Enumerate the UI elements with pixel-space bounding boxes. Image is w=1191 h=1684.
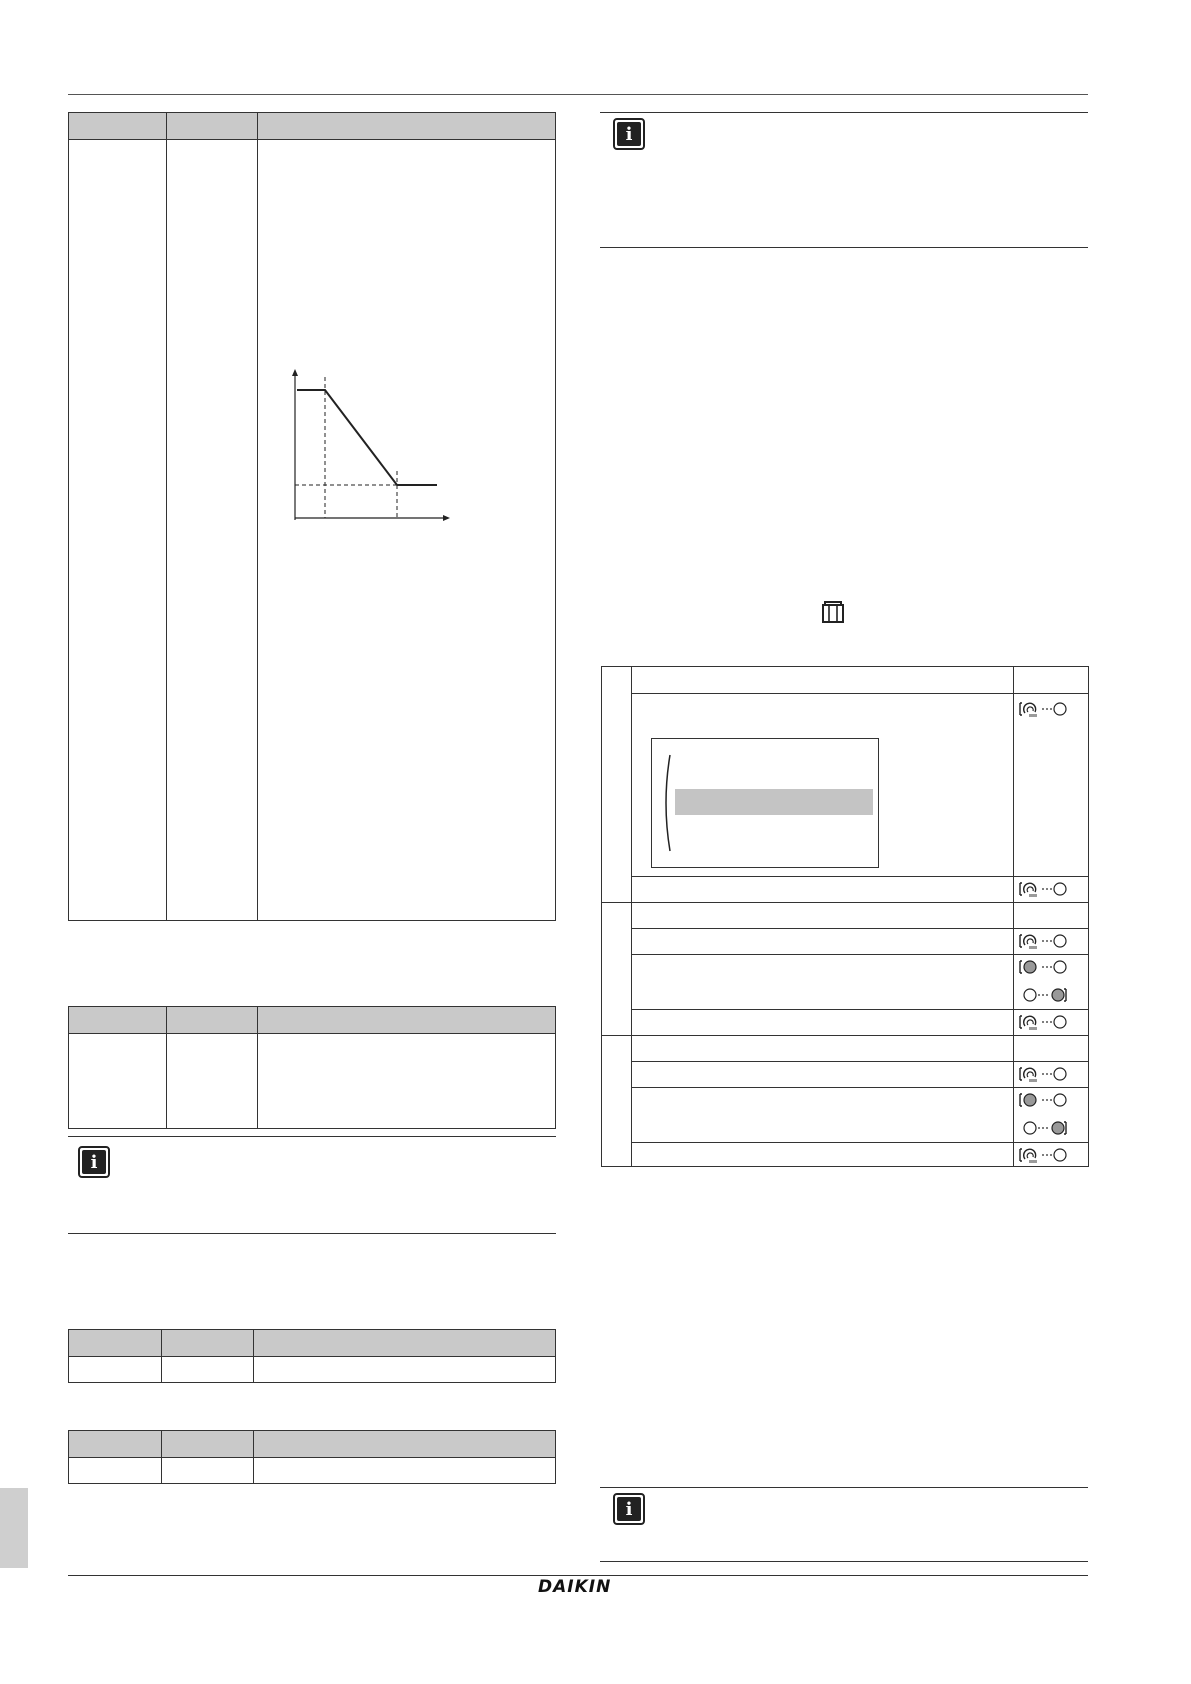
knob-left-press-icon (1018, 1091, 1070, 1109)
info-box-bottom-rule (68, 1233, 556, 1234)
info-box-bottom-rule (600, 247, 1088, 248)
knob-turn-icon (1018, 1146, 1070, 1164)
knob-right-press-icon (1018, 986, 1070, 1004)
info-box-top-rule (68, 1136, 556, 1137)
menu-book-icon (820, 600, 846, 624)
table-header (69, 1330, 555, 1357)
info-box-top-rule (600, 1487, 1088, 1488)
knob-turn-icon (1018, 700, 1070, 718)
table-header (69, 1431, 555, 1458)
weather-dependent-curve-graph (285, 365, 455, 525)
chapter-side-tab (0, 1488, 28, 1568)
page-header-rule (68, 94, 1088, 95)
info-icon: i (613, 1493, 645, 1525)
knob-turn-icon (1018, 1065, 1070, 1083)
info-box-top-rule (600, 112, 1088, 113)
knob-left-press-icon (1018, 958, 1070, 976)
info-icon: i (78, 1146, 110, 1178)
graph-x-axis (295, 515, 450, 521)
daikin-logo: DAIKIN (538, 1577, 612, 1597)
knob-right-press-icon (1018, 1119, 1070, 1137)
footer-rule (68, 1575, 1088, 1576)
info-icon: i (613, 118, 645, 150)
graph-y-axis (292, 369, 298, 520)
selected-menu-item-highlight (675, 789, 873, 815)
knob-turn-icon (1018, 932, 1070, 950)
table-header (69, 113, 555, 140)
screen-scroll-bracket (660, 753, 674, 853)
table-header (69, 1007, 555, 1034)
settings-table-4 (68, 1430, 556, 1484)
info-box-bottom-rule (600, 1561, 1088, 1562)
controller-screen-mockup (651, 738, 879, 868)
graph-curve (297, 390, 437, 485)
settings-table-2 (68, 1006, 556, 1129)
knob-turn-icon (1018, 1013, 1070, 1031)
settings-table-3 (68, 1329, 556, 1383)
knob-turn-icon (1018, 880, 1070, 898)
